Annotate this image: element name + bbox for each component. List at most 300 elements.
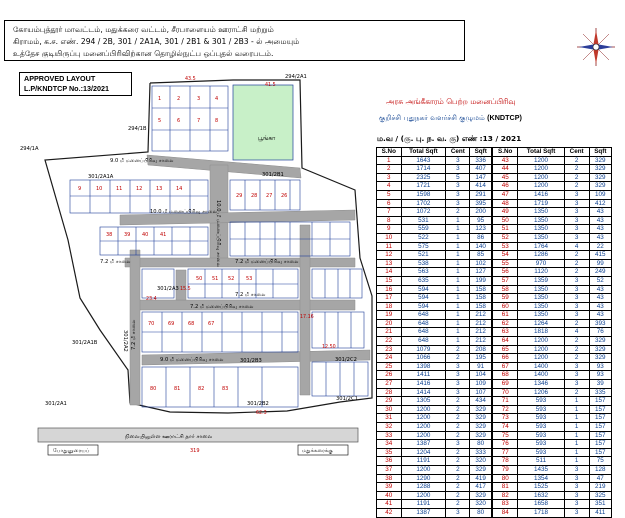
table-cell: 1 [446,294,470,303]
table-row [377,414,492,423]
table-cell: 43 [589,302,611,311]
survey-number: 301/2A3 [157,286,179,292]
plot-number: 6 [177,118,181,124]
table-cell: 393 [589,319,611,328]
table-row [377,371,492,380]
table-cell: 48 [493,199,518,208]
table-cell: 2 [564,173,589,182]
table-cell: 219 [589,483,611,492]
table-row [493,182,612,191]
survey-number: 294/1B [128,126,147,132]
plot-number: 68 [188,321,195,327]
table-cell: 128 [589,465,611,474]
table-cell: 594 [401,302,446,311]
plot-number: 29 [236,193,243,199]
table-cell: 1200 [518,165,564,174]
table-cell: 3 [564,216,589,225]
table-cell: 53 [493,242,518,251]
table-row [493,199,612,208]
table-cell: 3 [564,190,589,199]
table-row [377,311,492,320]
table-cell: 42 [377,508,402,517]
table-cell: 1200 [518,337,564,346]
table-cell: 2 [446,448,470,457]
plot-number: 50 [196,276,203,282]
table-row [377,268,492,277]
table-cell: 158 [470,302,492,311]
table-cell: 329 [589,156,611,165]
table-cell: 104 [470,371,492,380]
table-cell: 1658 [518,500,564,509]
table-cell: 538 [401,259,446,268]
table-cell: 1350 [518,208,564,217]
table-row [377,302,492,311]
table-cell: 157 [589,448,611,457]
table-cell: 1290 [401,474,446,483]
plot-number: 13 [156,186,163,192]
table-row [493,311,612,320]
table-row [493,251,612,260]
table-cell: 8 [377,216,402,225]
table-cell: 1350 [518,285,564,294]
table-cell: 329 [470,423,492,432]
table-cell: 22 [377,337,402,346]
plot-number: 38 [106,232,113,238]
approved-layout-number: L.P/KNDTCP No.:13/2021 [24,84,109,93]
table-cell: 1714 [401,165,446,174]
table-cell: 3 [446,199,470,208]
table-cell: 93 [589,371,611,380]
table-cell: 46 [493,182,518,191]
table-row [493,431,612,440]
table-header-cell: Sqft [589,148,611,157]
table-cell: 1598 [401,190,446,199]
plot-number: 83 [222,386,229,392]
table-cell: 1350 [518,294,564,303]
table-row [377,388,492,397]
plan-number: ம.வ / (கு. பு. ந. வ. கு) எண் :13 / 2021 [377,134,522,143]
table-cell: 594 [401,285,446,294]
legend-government-approved: அரசு அங்கீகாரம் பெற்ற மனைப்பிரிவு [386,97,516,106]
table-cell: 2 [564,337,589,346]
table-cell: 1079 [401,345,446,354]
table-row [493,156,612,165]
table-cell: 648 [401,328,446,337]
table-cell: 2 [446,397,470,406]
table-row [377,216,492,225]
table-cell: 23 [377,345,402,354]
table-cell: 415 [589,251,611,260]
plot-number: 27 [266,193,273,199]
table-cell: 2 [564,165,589,174]
plot-number: 28 [251,193,258,199]
table-cell: 1416 [401,380,446,389]
table-cell: 1204 [401,448,446,457]
legend-authority [379,113,522,123]
plot-number: 5 [158,118,162,124]
table-row [493,414,612,423]
table-cell: 67 [493,362,518,371]
road-label: 7.2 மீ சாலை [131,319,137,350]
table-cell: 4 [564,242,589,251]
table-cell: 43 [589,311,611,320]
table-cell: 594 [401,294,446,303]
table-cell: 158 [470,294,492,303]
table-cell: 70 [493,388,518,397]
table-cell: 1200 [401,414,446,423]
table-cell: 414 [470,182,492,191]
plot-number: 52 [228,276,235,282]
table-cell: 62 [493,319,518,328]
table-cell: 522 [401,233,446,242]
table-cell: 3 [564,285,589,294]
table-cell: 329 [589,165,611,174]
table-row [377,448,492,457]
table-cell: 74 [493,423,518,432]
table-row [493,285,612,294]
table-cell: 82 [493,491,518,500]
table-row [493,380,612,389]
plot-number: 26 [281,193,288,199]
area-table-left [376,147,492,518]
table-row [377,242,492,251]
table-cell: 3 [564,199,589,208]
table-cell: 1 [564,397,589,406]
table-row [377,380,492,389]
plot-number: 10 [96,186,103,192]
table-cell: 329 [589,354,611,363]
table-cell: 40 [377,491,402,500]
table-cell: 329 [470,414,492,423]
table-row [493,225,612,234]
table-cell: 575 [401,242,446,251]
table-row [377,156,492,165]
table-cell: 648 [401,319,446,328]
table-cell: 1 [446,216,470,225]
table-row [493,242,612,251]
table-cell: 1 [446,285,470,294]
title-line-2: கிராமம், க.ச. எண். 294 / 2B, 301 / 2A1A, 301 / 2B1 & 301 / 2B3 - ல் அமையும் [13,37,300,46]
table-cell: 18 [377,302,402,311]
table-cell: 593 [518,414,564,423]
table-cell: 44 [493,165,518,174]
table-cell: 29 [377,397,402,406]
plot-number: 67 [208,321,215,327]
table-cell: 635 [401,276,446,285]
table-header-cell: Total Sqft [518,148,564,157]
table-cell: 1411 [401,371,446,380]
table-cell: 320 [470,500,492,509]
table-cell: 199 [470,276,492,285]
plot-number: 39 [124,232,131,238]
area-table-right [492,147,612,518]
table-cell: 25 [377,362,402,371]
table-cell: 43 [589,225,611,234]
table-cell: 102 [470,259,492,268]
table-row [493,302,612,311]
table-cell: 329 [589,182,611,191]
road-label: 10.0 மீ மனைப்பிரிவு சாலை [215,200,221,267]
table-cell: 1 [564,414,589,423]
table-cell: 411 [589,508,611,517]
table-cell: 93 [589,362,611,371]
table-cell: 3 [377,173,402,182]
table-row [493,268,612,277]
dimension-label: 43.5 [185,77,196,82]
table-row [493,423,612,432]
table-cell: 83 [493,500,518,509]
table-row [493,337,612,346]
table-row [493,294,612,303]
table-row [377,345,492,354]
table-cell: 593 [518,423,564,432]
table-cell: 158 [470,285,492,294]
table-cell: 79 [493,465,518,474]
table-header-cell: S.No [493,148,518,157]
table-cell: 1350 [518,216,564,225]
table-cell: 2 [446,491,470,500]
table-cell: 1066 [401,354,446,363]
table-cell: 1 [564,448,589,457]
table-cell: 3 [446,371,470,380]
table-cell: 157 [589,423,611,432]
survey-number: 301/2C2 [335,357,357,363]
table-cell: 34 [377,440,402,449]
table-cell: 47 [493,190,518,199]
table-cell: 5 [377,190,402,199]
table-cell: 43 [493,156,518,165]
table-cell: 75 [493,431,518,440]
table-cell: 1200 [518,182,564,191]
table-cell: 531 [401,216,446,225]
table-cell: 1 [377,156,402,165]
table-row [377,199,492,208]
table-cell: 3 [446,190,470,199]
survey-number: 301/2A1B [72,340,98,346]
table-row [493,483,612,492]
table-cell: 43 [589,216,611,225]
plot-number: 53 [246,276,253,282]
table-cell: 3 [564,508,589,517]
table-cell: 2 [446,483,470,492]
table-row [493,440,612,449]
table-cell: 212 [470,311,492,320]
table-row [493,491,612,500]
table-row [377,208,492,217]
dimension-label: 15.5 [180,287,191,292]
survey-number: 294/1A [20,146,39,152]
table-cell: 1525 [518,483,564,492]
plot-number: 40 [142,232,149,238]
table-cell: 195 [470,354,492,363]
table-row [493,354,612,363]
table-cell: 3 [564,483,589,492]
table-cell: 3 [446,388,470,397]
table-row [377,319,492,328]
table-cell: 3 [564,302,589,311]
table-cell: 1 [564,431,589,440]
table-row [377,354,492,363]
table-row [493,405,612,414]
table-cell: 1719 [518,199,564,208]
table-cell: 1350 [518,225,564,234]
table-cell: 14 [377,268,402,277]
table-cell: 1400 [518,371,564,380]
table-cell: 1416 [518,190,564,199]
table-cell: 412 [589,199,611,208]
table-cell: 1359 [518,276,564,285]
table-cell: 593 [518,440,564,449]
table-cell: 11 [377,242,402,251]
table-row [493,397,612,406]
table-cell: 1200 [401,491,446,500]
table-cell: 157 [589,405,611,414]
table-cell: 1072 [401,208,446,217]
table-cell: 2 [564,156,589,165]
table-cell: 3 [564,500,589,509]
table-cell: 1 [446,233,470,242]
table-cell: 27 [377,380,402,389]
table-cell: 1200 [401,423,446,432]
plot-number: 80 [150,386,157,392]
table-cell: 157 [589,431,611,440]
table-cell: 50 [493,216,518,225]
table-cell: 1387 [401,508,446,517]
table-cell: 72 [493,405,518,414]
table-header-cell: Sqft [470,148,492,157]
table-cell: 16 [377,285,402,294]
survey-number: 301/2A2 [122,330,128,352]
table-cell: 61 [493,311,518,320]
table-cell: 31 [377,414,402,423]
table-cell: 15 [377,276,402,285]
table-row [377,294,492,303]
table-cell: 559 [401,225,446,234]
table-cell: 68 [493,371,518,380]
table-row [377,405,492,414]
table-cell: 1400 [518,362,564,371]
table-cell: 47 [589,474,611,483]
table-cell: 3 [564,465,589,474]
table-cell: 1200 [518,345,564,354]
road-label: 9.0 மீ மனைப்பிரிவு சாலை [160,357,224,363]
table-cell: 648 [401,311,446,320]
plot-number: 70 [148,321,155,327]
table-cell: 1200 [518,354,564,363]
table-cell: 200 [470,208,492,217]
table-row [377,457,492,466]
table-cell: 417 [470,483,492,492]
table-cell: 41 [377,500,402,509]
table-cell: 329 [470,465,492,474]
table-cell: 109 [589,190,611,199]
table-cell: 212 [470,319,492,328]
table-cell: 26 [377,371,402,380]
table-cell: 2 [564,354,589,363]
survey-number: 301/2B2 [247,401,269,407]
table-row [493,190,612,199]
table-header-cell: Total Sqft [401,148,446,157]
table-cell: 123 [470,225,492,234]
survey-number: 294/2A1 [285,74,307,80]
table-cell: 3 [446,362,470,371]
table-cell: 36 [377,457,402,466]
table-cell: 1 [564,440,589,449]
table-row [493,259,612,268]
table-row [377,362,492,371]
table-cell: 648 [401,337,446,346]
road-label: 7.2 மீ மனைப்பிரிவு சாலை [235,259,299,265]
table-row [377,474,492,483]
table-cell: 407 [470,165,492,174]
table-cell: 329 [470,431,492,440]
table-row [493,508,612,517]
table-cell: 33 [377,431,402,440]
table-cell: 2 [446,405,470,414]
table-cell: 66 [493,354,518,363]
table-cell: 78 [493,457,518,466]
approved-layout-label: APPROVED LAYOUT [24,74,96,83]
table-cell: 1 [446,259,470,268]
table-row [377,225,492,234]
table-cell: 593 [518,397,564,406]
table-cell: 2 [564,268,589,277]
table-cell: 593 [518,405,564,414]
table-cell: 2 [377,165,402,174]
table-cell: 1 [446,328,470,337]
table-cell: 329 [589,173,611,182]
table-cell: 1191 [401,500,446,509]
table-cell: 35 [377,448,402,457]
table-row [377,508,492,517]
table-cell: 1721 [401,182,446,191]
table-cell: 69 [493,380,518,389]
table-cell: 1200 [518,173,564,182]
plot-number: 14 [176,186,183,192]
table-cell: 1387 [401,440,446,449]
table-cell: 10 [377,233,402,242]
table-cell: 1200 [518,156,564,165]
plot-number: 7 [197,118,201,124]
table-cell: 1 [446,242,470,251]
table-cell: 85 [470,251,492,260]
table-cell: 58 [493,285,518,294]
table-row [493,319,612,328]
table-cell: 52 [589,276,611,285]
table-cell: 64 [493,337,518,346]
table-row [377,431,492,440]
table-cell: 333 [470,448,492,457]
table-cell: 91 [470,362,492,371]
table-header-cell: S.No [377,148,402,157]
table-row [377,397,492,406]
table-row [377,173,492,182]
table-cell: 75 [589,457,611,466]
table-row [493,448,612,457]
table-row [377,190,492,199]
table-cell: 1200 [401,465,446,474]
table-cell: 1 [446,302,470,311]
table-cell: 563 [401,268,446,277]
table-cell: 3 [564,371,589,380]
table-cell: 3 [564,208,589,217]
table-cell: 1286 [518,251,564,260]
table-cell: 1200 [401,405,446,414]
table-cell: 1435 [518,465,564,474]
table-cell: 1 [446,319,470,328]
table-cell: 1 [446,311,470,320]
table-cell: 3 [564,474,589,483]
